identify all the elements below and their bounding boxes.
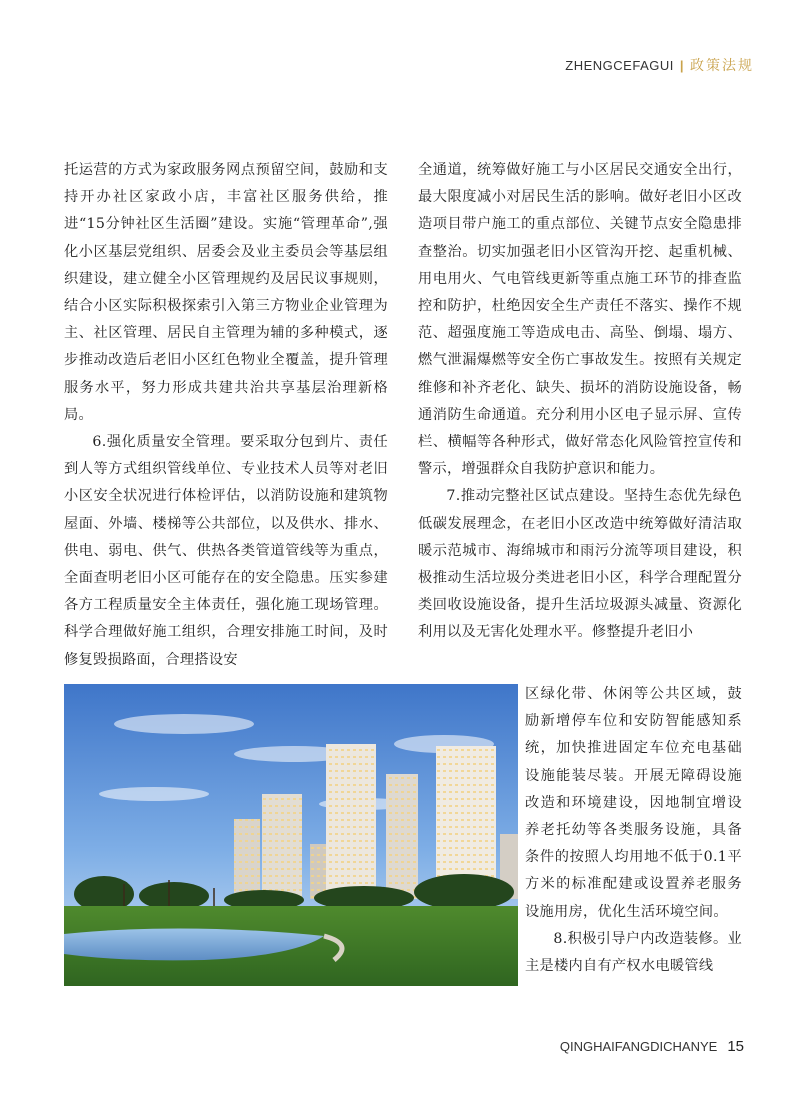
header-separator: | xyxy=(679,57,684,73)
right-column-wrapped xyxy=(525,681,742,980)
residential-skyline-photo xyxy=(64,684,518,986)
page-header xyxy=(565,55,754,75)
right-column xyxy=(418,157,742,647)
left-column xyxy=(64,157,388,674)
paragraph-continued: 托运营的方式为家政服务网点预留空间，鼓励和支持开办社区家政小店，丰富社区服务供给，推进“15分钟社区生活圈”建设。实施“管理革命”,强化小区基层党组织、居委会及业主委员会等基层组织建设，建立健全小区管理规约及居民议事规则，结合小区实际积极探索引入第三方物业企业管理为主、社区管理、居民自主管理为辅的多种模式，逐步推动改造后老旧小区红色物业全覆盖，提升管理服务水平，努力形成共建共治共享基层治理新格局。 xyxy=(64,162,388,423)
header-pinyin: ZHENGCEFAGUI xyxy=(565,57,674,73)
paragraph-quality-safety: 6.强化质量安全管理。要采取分包到片、责任到人等方式组织管线单位、专业技术人员等对老旧小区安全状况进行体检评估，以消防设施和建筑物屋面、外墙、楼梯等公共部位，以及供水、排水、供电、弱电、供气、供热各类管道管线等为重点，全面查明老旧小区可能存在的安全隐患。压实参建各方工程质量安全主体责任，强化施工现场管理。科学合理做好施工组织，合理安排施工时间，及时修复毁损路面，合理搭设安 xyxy=(64,434,388,668)
paragraph-complete-community: 7.推动完整社区试点建设。坚持生态优先绿色低碳发展理念，在老旧小区改造中统筹做好清洁取暖示范城市、海绵城市和雨污分流等项目建设，积极推动生活垃圾分类进老旧小区，科学合理配置分类回收设施设备，提升生活垃圾源头减量、资源化利用以及无害化处理水平。修整提升老旧小 xyxy=(418,488,742,641)
paragraph-indoor-renovation: 8.积极引导户内改造装修。业主是楼内自有产权水电暖管线 xyxy=(525,930,742,975)
page-number: 15 xyxy=(727,1038,744,1055)
paragraph-complete-community-continued: 区绿化带、休闲等公共区域，鼓励新增停车位和安防智能感知系统，加快推进固定车位充电基础设施能装尽装。开展无障碍设施改造和环境建设，因地制宜增设养老托幼等各类服务设施，具备条件的按照人均用地不低于0.1平方米的标准配建或设置养老服务设施用房，优化生活环境空间。 xyxy=(525,686,742,920)
footer-pinyin: QINGHAIFANGDICHANYE xyxy=(559,1039,718,1054)
header-section-title: 政策法规 xyxy=(690,58,754,74)
page-footer xyxy=(560,1038,744,1055)
paragraph-safety-continued: 全通道，统筹做好施工与小区居民交通安全出行，最大限度减小对居民生活的影响。做好老旧小区改造项目带户施工的重点部位、关键节点安全隐患排查整治。切实加强老旧小区管沟开挖、起重机械、用电用火、气电管线更新等重点施工环节的排查监控和防护，杜绝因安全生产责任不落实、操作不规范、超强度施工等造成电击、高坠、倒塌、塌方、燃气泄漏爆燃等安全伤亡事故发生。按照有关规定维修和补齐老化、缺失、损坏的消防设施设备，畅通消防生命通道。充分利用小区电子显示屏、宣传栏、横幅等各种形式，做好常态化风险管控宣传和警示，增强群众自我防护意识和能力。 xyxy=(418,162,742,478)
